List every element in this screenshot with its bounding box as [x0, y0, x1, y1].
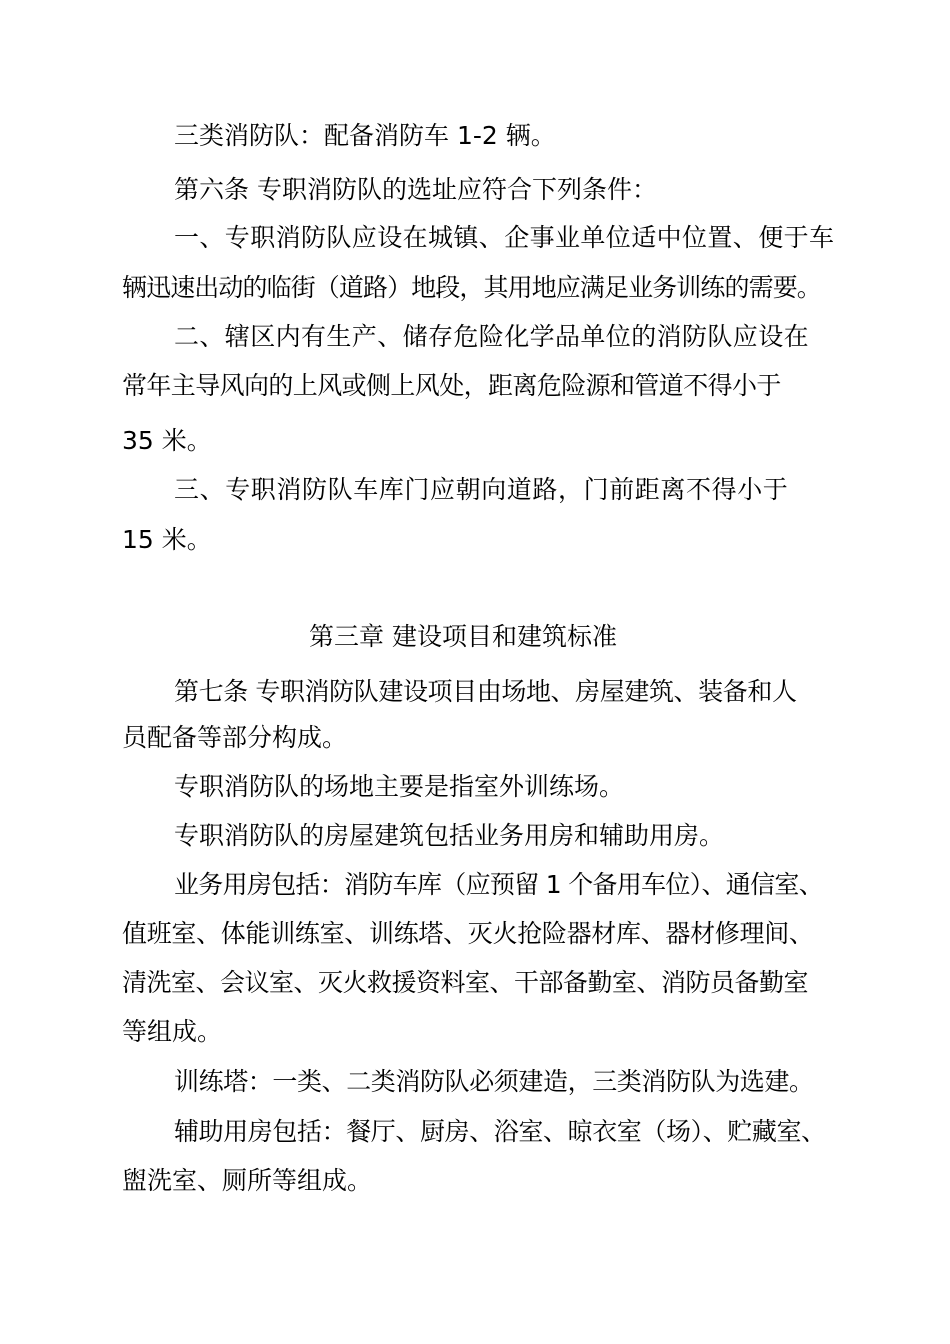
text-line: 三、专职消防队车库门应朝向道路，门前距离不得小于	[174, 475, 789, 504]
text-line: 盥洗室、厕所等组成。	[122, 1166, 373, 1195]
article-7-heading: 第七条 专职消防队建设项目由场地、房屋建筑、装备和人	[174, 677, 797, 706]
text-line: 值班室、体能训练室、训练塔、灭火抢险器材库、器材修理间、	[122, 919, 814, 948]
chapter-3-title: 第三章 建设项目和建筑标准	[309, 622, 617, 651]
text-line: 三类消防队：配备消防车 1-2 辆。	[174, 121, 556, 150]
text-line: 一、专职消防队应设在城镇、企事业单位适中位置、便于车	[174, 223, 835, 252]
text-line: 二、辖区内有生产、储存危险化学品单位的消防队应设在	[174, 322, 810, 351]
text-line: 员配备等部分构成。	[122, 723, 348, 752]
text-line: 15 米。	[122, 525, 212, 554]
text-line: 训练塔：一类、二类消防队必须建造，三类消防队为选建。	[174, 1067, 814, 1096]
text-line: 等组成。	[122, 1017, 223, 1046]
text-line: 辅助用房包括：餐厅、厨房、浴室、晾衣室（场）、贮藏室、	[174, 1117, 826, 1146]
text-line: 35 米。	[122, 426, 212, 455]
text-line: 业务用房包括：消防车库（应预留 1 个备用车位）、通信室、	[174, 870, 824, 899]
text-line: 专职消防队的场地主要是指室外训练场。	[174, 772, 625, 801]
article-6-heading: 第六条 专职消防队的选址应符合下列条件：	[174, 175, 657, 204]
text-line: 清洗室、会议室、灭火救援资料室、干部备勤室、消防员备勤室	[122, 968, 809, 997]
text-line: 常年主导风向的上风或侧上风处，距离危险源和管道不得小于	[122, 371, 781, 400]
text-line: 专职消防队的房屋建筑包括业务用房和辅助用房。	[174, 821, 725, 850]
text-line: 辆迅速出动的临街（道路）地段，其用地应满足业务训练的需要。	[122, 273, 821, 302]
